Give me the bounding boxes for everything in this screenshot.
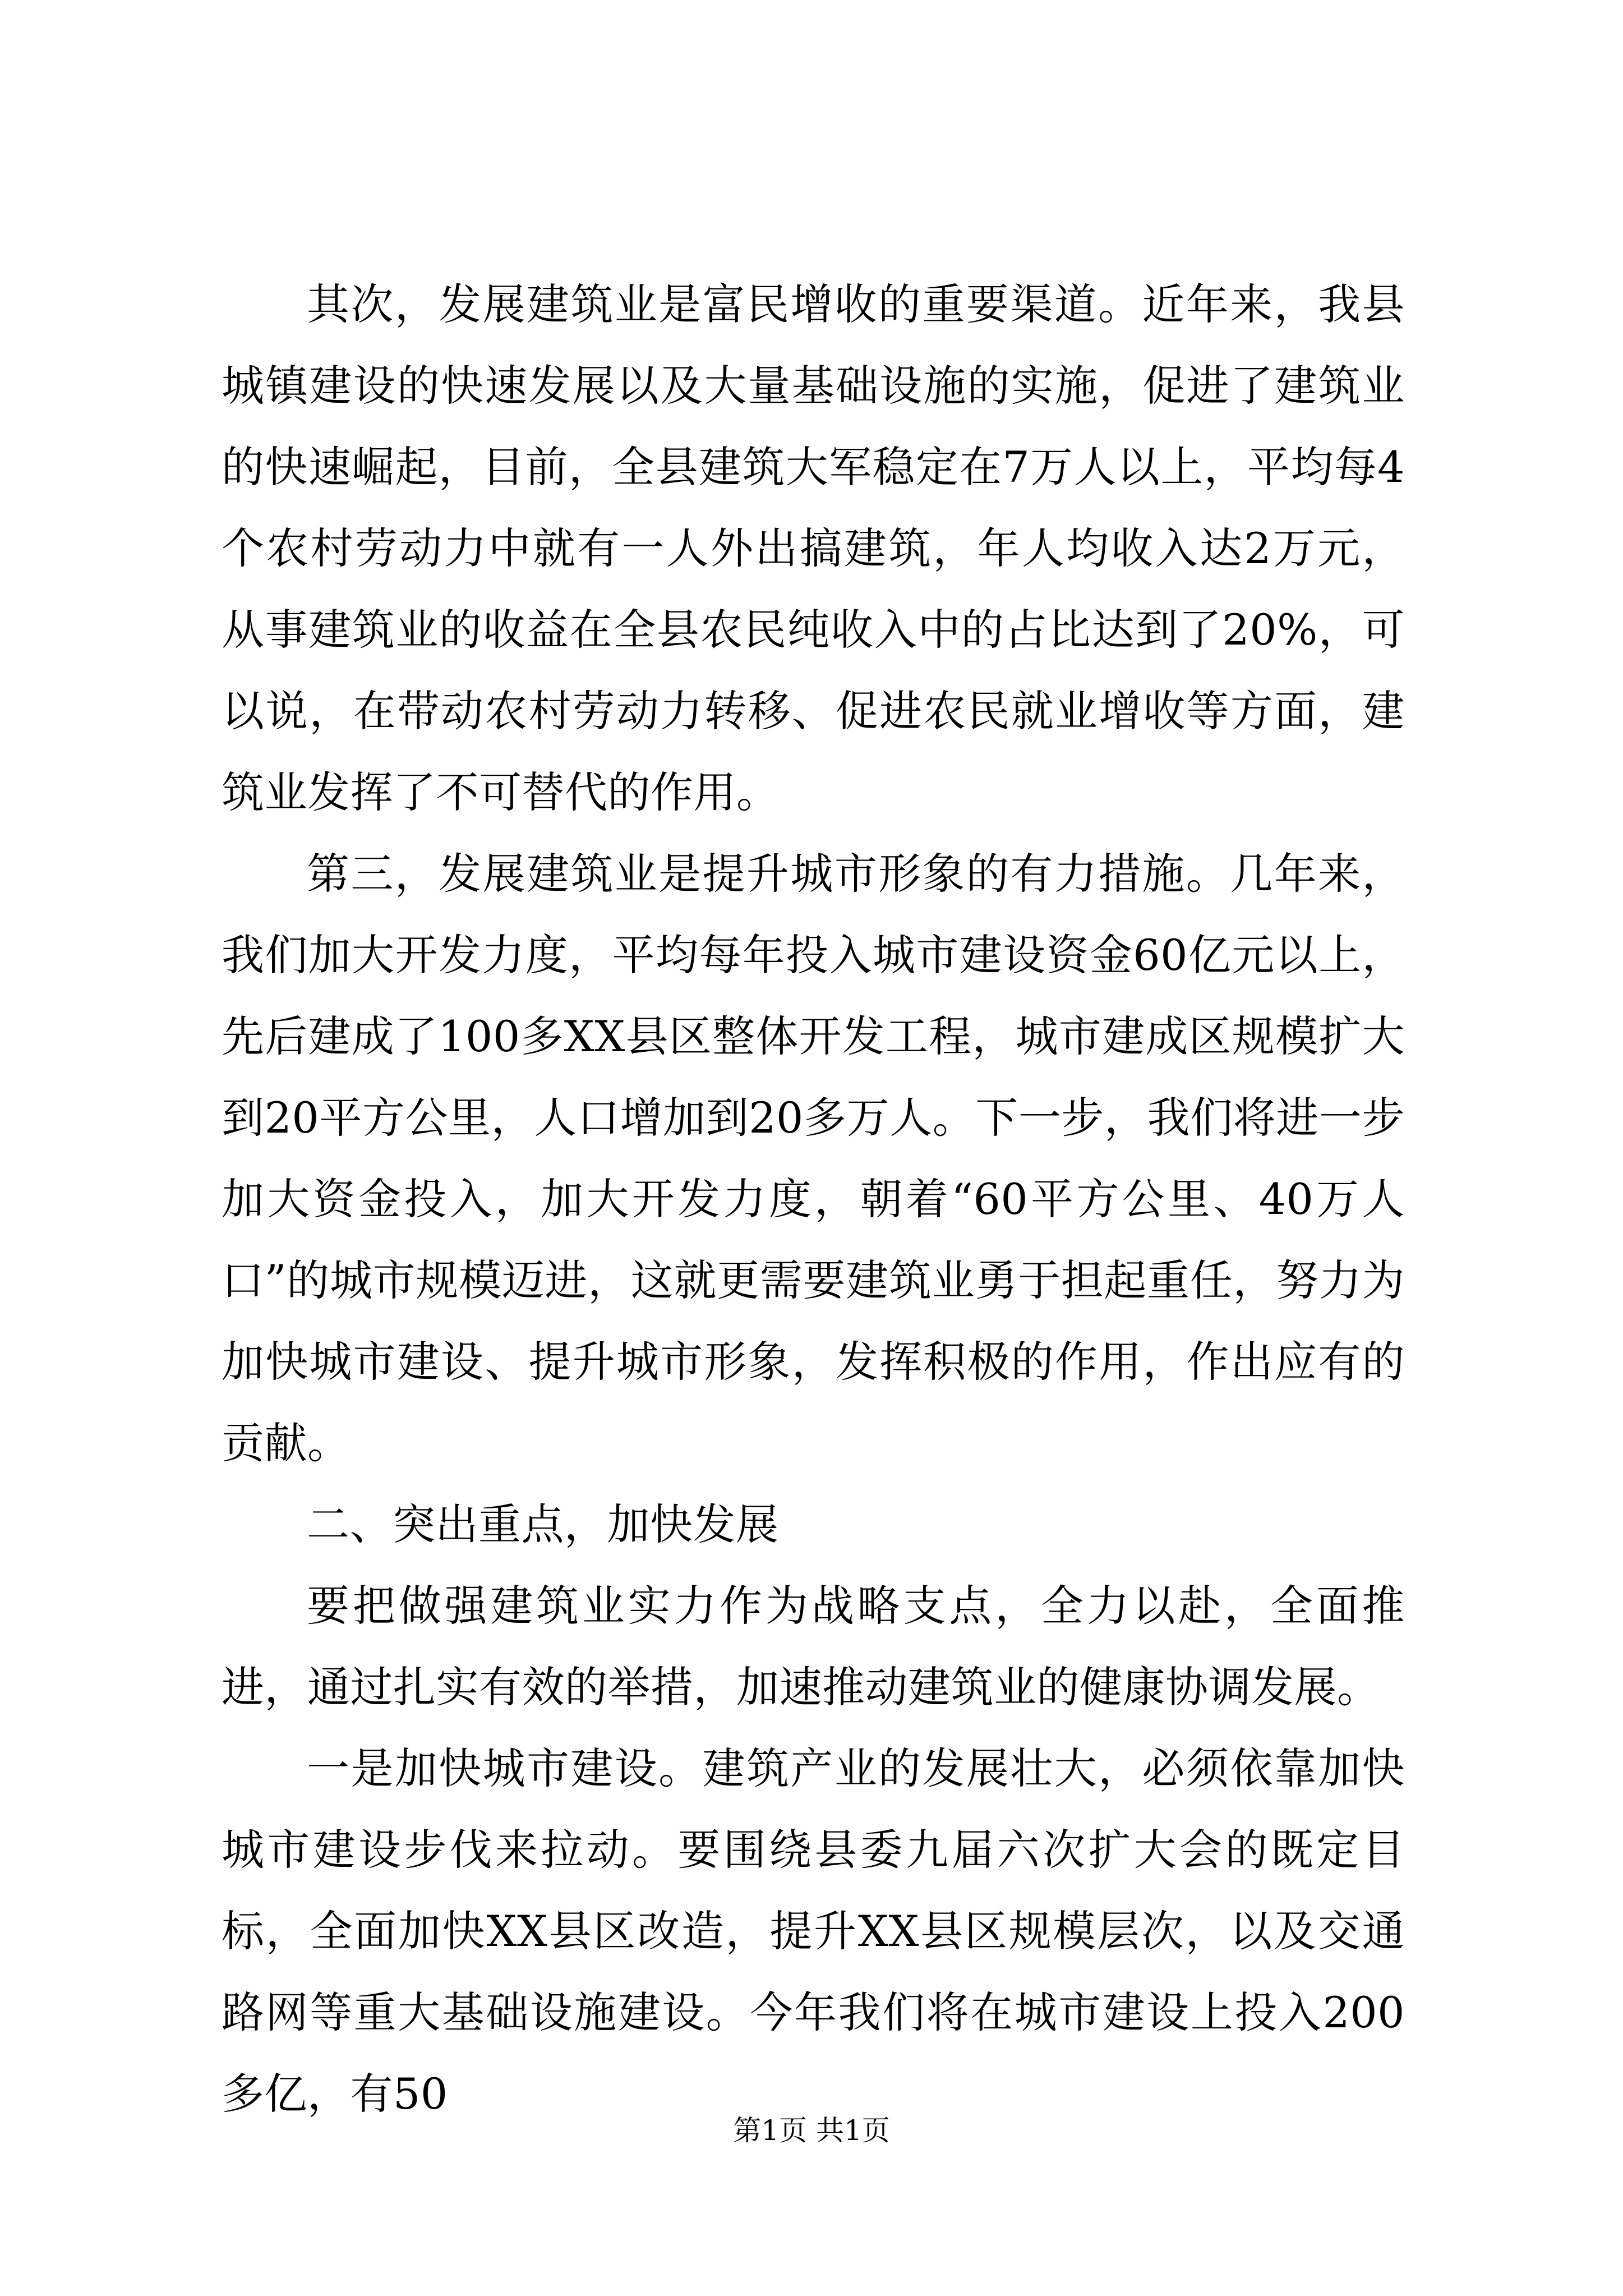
paragraph-wealth-channel: 其次，发展建筑业是富民增收的重要渠道。近年来，我县城镇建设的快速发展以及大量基础设施的实施，促进了建筑业的快速崛起，目前，全县建筑大军稳定在7万人以上，平均每4个农村劳动力中就有一人外出搞建筑，年人均收入达2万元，从事建筑业的收益在全县农民纯收入中的占比达到了20%，可以说，在带动农村劳动力转移、促进农民就业增收等方面，建筑业发挥了不可替代的作用。: [222, 279, 1405, 817]
paragraph-city-image: 第三，发展建筑业是提升城市形象的有力措施。几年来，我们加大开发力度，平均每年投入城市建设资金60亿元以上，先后建成了100多XX县区整体开发工程，城市建成区规模扩大到20平方公里，人口增加到20多万人。下一步，我们将进一步加大资金投入，加大开发力度，朝着“60平方公里、40万人口”的城市规模迈进，这就更需要建筑业勇于担起重任，努力为加快城市建设、提升城市形象，发挥积极的作用，作出应有的贡献。: [222, 849, 1405, 1468]
section-heading: 二、突出重点，加快发展: [307, 1499, 779, 1549]
page-footer: 第1页 共1页: [733, 2114, 890, 2147]
paragraph-city-construction: 一是加快城市建设。建筑产业的发展壮大，必须依靠加快城市建设步伐来拉动。要围绕县委九届六次扩大会的既定目标，全面加快XX县区改造，提升XX县区规模层次，以及交通路网等重大基础设施建设。今年我们将在城市建设上投入200多亿，有50: [222, 1743, 1405, 2119]
paragraph-strategy: 要把做强建筑业实力作为战略支点，全力以赴，全面推进，通过扎实有效的举措，加速推动建筑业的健康协调发展。: [222, 1581, 1405, 1712]
document-body: [222, 264, 1405, 2134]
